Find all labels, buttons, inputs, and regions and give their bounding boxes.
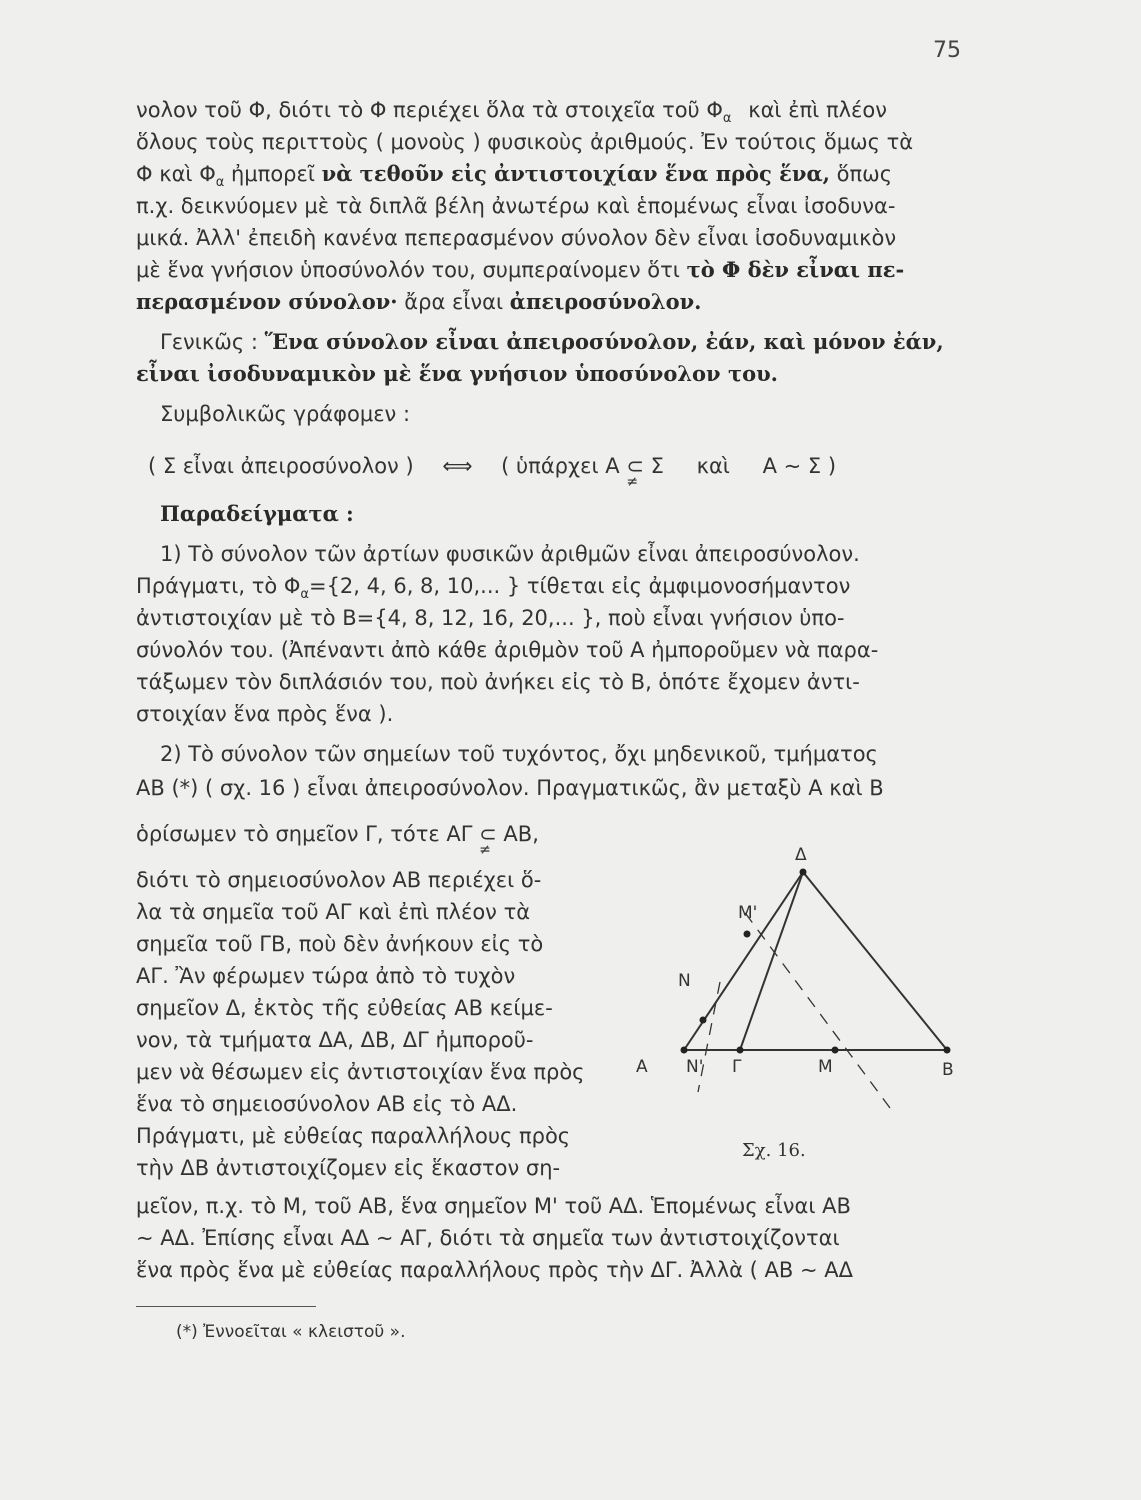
text-line: τὴν ΔΒ ἀντιστοιχίζομεν εἰς ἕκαστον ση- [136,1156,561,1180]
text-line: λα τὰ σημεῖα τοῦ ΑΓ καὶ ἐπὶ πλέον τὰ [136,900,531,924]
label-N: N [678,971,691,991]
text-line: ΑΓ. Ἂν φέρωμεν τώρα ἀπὸ τὸ τυχὸν [136,964,516,988]
examples-heading: Παραδείγματα : [160,501,354,526]
text-line: Γενικῶς : Ἕνα σύνολον εἶναι ἀπειροσύνολον, ἐάν, καὶ μόνον ἐάν, [160,329,944,354]
label-M: M [818,1057,833,1077]
parallel-MM1 [740,906,890,1108]
text-line: 1) Τὸ σύνολον τῶν ἀρτίων φυσικῶν ἀριθμῶν εἶναι ἀπειροσύνολον. [160,542,860,566]
formula: ( Σ εἶναι ἀπειροσύνολον ) ⟺ ( ὑπάρχει Α ⊂ ≠ Σ καὶ Α ∼ Σ ) [148,454,837,490]
text-line: νον, τὰ τμήματα ΔΑ, ΔΒ, ΔΓ ἠμποροῦ- [136,1028,534,1052]
text-line: ἀντιστοιχίαν μὲ τὸ B={4, 8, 12, 16, 20,... }, ποὺ εἶναι γνήσιον ὑπο- [136,606,845,630]
text-line: μικά. Ἀλλ' ἐπειδὴ κανένα πεπερασμένον σύνολον δὲν εἶναι ἰσοδυναμικὸν [136,226,897,250]
footnote-rule [136,1306,316,1307]
page-number: 75 [933,38,961,63]
segment-DB [803,872,947,1050]
text-line: 2) Τὸ σύνολον τῶν σημείων τοῦ τυχόντος, ὄχι μηδενικοῦ, τμήματος [160,742,878,766]
text-line: ∼ ΑΔ. Ἐπίσης εἶναι ΑΔ ∼ ΑΓ, διότι τὰ σημεῖα των ἀντιστοιχίζονται [136,1226,840,1250]
text-line: μὲ ἕνα γνήσιον ὑποσύνολόν του, συμπεραίνομεν ὅτι τὸ Φ δὲν εἶναι πε- [136,257,905,282]
text-line: π.χ. δεικνύομεν μὲ τὰ διπλᾶ βέλη ἀνωτέρω καὶ ἑπομένως εἶναι ἰσοδυνα- [136,194,896,218]
label-G: Γ [732,1057,742,1077]
text-line: σημεῖα τοῦ ΓΒ, ποὺ δὲν ἀνήκουν εἰς τὸ [136,932,544,956]
footnote: (*) Ἐννοεῖται « κλειστοῦ ». [176,1322,406,1342]
text-line: ὁρίσωμεν τὸ σημεῖον Γ, τότε ΑΓ ⊂ ≠ ΑΒ, [136,822,539,858]
label-D: Δ [795,845,807,865]
text-line: ἕνα τὸ σημειοσύνολον ΑΒ εἰς τὸ ΑΔ. [136,1092,518,1116]
text-line: εἶναι ἰσοδυναμικὸν μὲ ἕνα γνήσιον ὑποσύνολον του. [136,361,778,386]
text-line: σημεῖον Δ, ἐκτὸς τῆς εὐθείας ΑΒ κείμε- [136,996,553,1020]
text-line: Φ καὶ $\Phi_\alpha$ ἠμπορεῖ νὰ τεθοῦν εἰς ἀντιστοιχίαν ἕνα πρὸς ἕνα, ὅπως [136,161,893,191]
text-line: Συμβολικῶς γράφομεν : [160,402,411,426]
text-line: διότι τὸ σημειοσύνολον ΑΒ περιέχει ὅ- [136,868,542,892]
text-line: ΑΒ (*) ( σχ. 16 ) εἶναι ἀπειροσύνολον. Πραγματικῶς, ἂν μεταξὺ Α καὶ Β [136,776,884,800]
text-line: μεν νὰ θέσωμεν εἰς ἀντιστοιχίαν ἕνα πρὸς [136,1060,585,1084]
text-line: τάξωμεν τὸν διπλάσιόν του, ποὺ ἀνήκει εἰς τὸ Β, ὁπότε ἔχομεν ἀντι- [136,670,860,694]
text-line: νολον τοῦ Φ, διότι τὸ Φ περιέχει ὅλα τὰ στοιχεῖα τοῦ $\Phi_\alpha$ καὶ ἐπὶ πλέον [136,98,887,127]
text-line: ἕνα πρὸς ἕνα μὲ εὐθείας παραλλήλους πρὸς τὴν ΔΓ. Ἀλλὰ ( ΑΒ ∼ ΑΔ [136,1258,853,1282]
text-line: στοιχίαν ἕνα πρὸς ἕνα ). [136,702,394,726]
figure-caption: Σχ. 16. [742,1140,806,1161]
label-B: B [942,1060,954,1080]
text-line: μεῖον, π.χ. τὸ Μ, τοῦ ΑΒ, ἕνα σημεῖον Μ' τοῦ ΑΔ. Ἑπομένως εἶναι ΑΒ [136,1194,851,1218]
label-M-prime: M' [738,903,758,923]
text-line: σύνολόν του. (Ἀπέναντι ἀπὸ κάθε ἀριθμὸν τοῦ Α ἠμποροῦμεν νὰ παρα- [136,638,879,662]
text-line: Πράγματι, τὸ $\Phi_\alpha=\{2$, 4, 6, 8, 10,... } τίθεται εἰς ἀμφιμονοσήμαντον [136,574,851,603]
figure-16 [620,830,980,1160]
label-N-prime: N' [686,1057,704,1077]
text-line: Πράγματι, μὲ εὐθείας παραλλήλους πρὸς [136,1124,571,1148]
text-line: περασμένον σύνολον· ἄρα εἶναι ἀπειροσύνολον. [136,289,702,314]
segment-DG [740,872,803,1050]
text-line: ὅλους τοὺς περιττοὺς ( μονοὺς ) φυσικοὺς ἀριθμούς. Ἐν τούτοις ὅμως τὰ [136,130,914,154]
label-A: Α [636,1057,648,1077]
